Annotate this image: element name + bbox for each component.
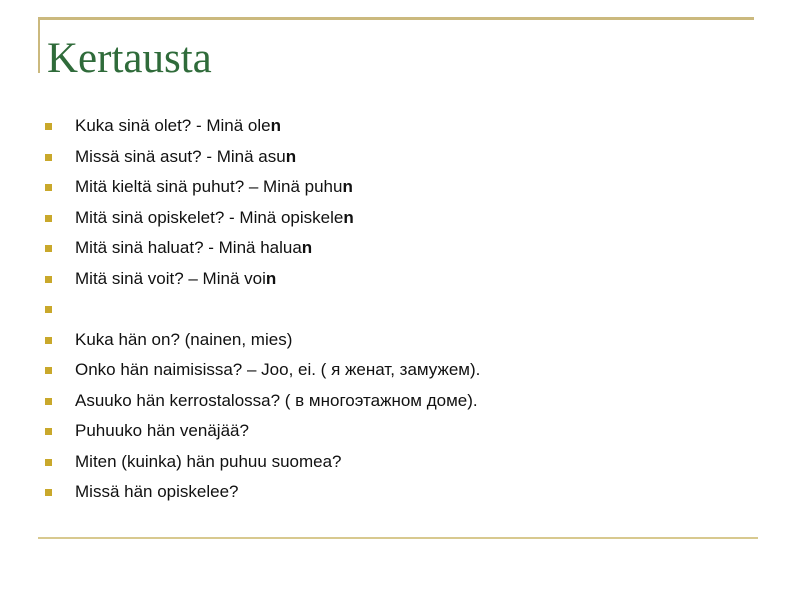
bullet-list — [40, 111, 760, 508]
bullet-item — [40, 233, 760, 264]
square-bullet-icon — [45, 459, 52, 466]
bullet-item — [40, 477, 760, 508]
bullet-text: Mitä kieltä sinä puhut? – Minä puhu — [75, 177, 343, 196]
square-bullet-icon — [45, 306, 52, 313]
square-bullet-icon — [45, 184, 52, 191]
square-bullet-icon — [45, 398, 52, 405]
square-bullet-icon — [45, 337, 52, 344]
square-bullet-icon — [45, 215, 52, 222]
bullet-item — [40, 203, 760, 234]
bullet-item-empty — [40, 294, 760, 325]
bullet-text: Mitä sinä voit? – Minä voi — [75, 268, 266, 288]
slide-title: Kertausta — [47, 35, 212, 82]
square-bullet-icon — [45, 123, 52, 130]
square-bullet-icon — [45, 276, 52, 283]
square-bullet-icon — [45, 489, 52, 496]
bullet-item — [40, 111, 760, 142]
bullet-item — [40, 264, 760, 295]
bold-verb-ending: n — [285, 146, 297, 166]
square-bullet-icon — [45, 154, 52, 161]
bullet-text: Kuka sinä olet? - Minä ole — [75, 116, 271, 135]
bullet-text: Asuuko hän kerrostalossa? ( в многоэтажном доме). — [75, 390, 478, 410]
bold-verb-ending: n — [301, 238, 313, 257]
bullet-text: Missä sinä asut? - Minä asu — [75, 146, 286, 166]
top-decorative-rule — [38, 17, 754, 20]
bottom-decorative-rule — [38, 537, 758, 539]
bullet-item — [40, 416, 760, 447]
left-decorative-rule — [38, 17, 40, 73]
bullet-text: Mitä sinä haluat? - Minä halua — [75, 238, 302, 257]
bullet-text: Puhuuko hän venäjää? — [75, 421, 249, 440]
bullet-text: Miten (kuinka) hän puhuu suomea? — [75, 451, 342, 471]
bold-verb-ending: n — [270, 116, 281, 135]
square-bullet-icon — [45, 367, 52, 374]
square-bullet-icon — [45, 428, 52, 435]
bullet-item — [40, 172, 760, 203]
bullet-item — [40, 386, 760, 417]
bullet-item — [40, 447, 760, 478]
square-bullet-icon — [45, 245, 52, 252]
bold-verb-ending: n — [342, 177, 353, 196]
bold-verb-ending: n — [343, 207, 354, 227]
bold-verb-ending: n — [265, 268, 277, 288]
bullet-item — [40, 355, 760, 386]
bullet-text: Missä hän opiskelee? — [75, 482, 239, 501]
bullet-text: Mitä sinä opiskelet? - Minä opiskele — [75, 207, 344, 227]
bullet-text: Kuka hän on? (nainen, mies) — [75, 329, 293, 349]
bullet-text: Onko hän naimisissa? – Joo, ei. ( я женат, замужем). — [75, 360, 481, 379]
bullet-item — [40, 325, 760, 356]
bullet-item — [40, 142, 760, 173]
